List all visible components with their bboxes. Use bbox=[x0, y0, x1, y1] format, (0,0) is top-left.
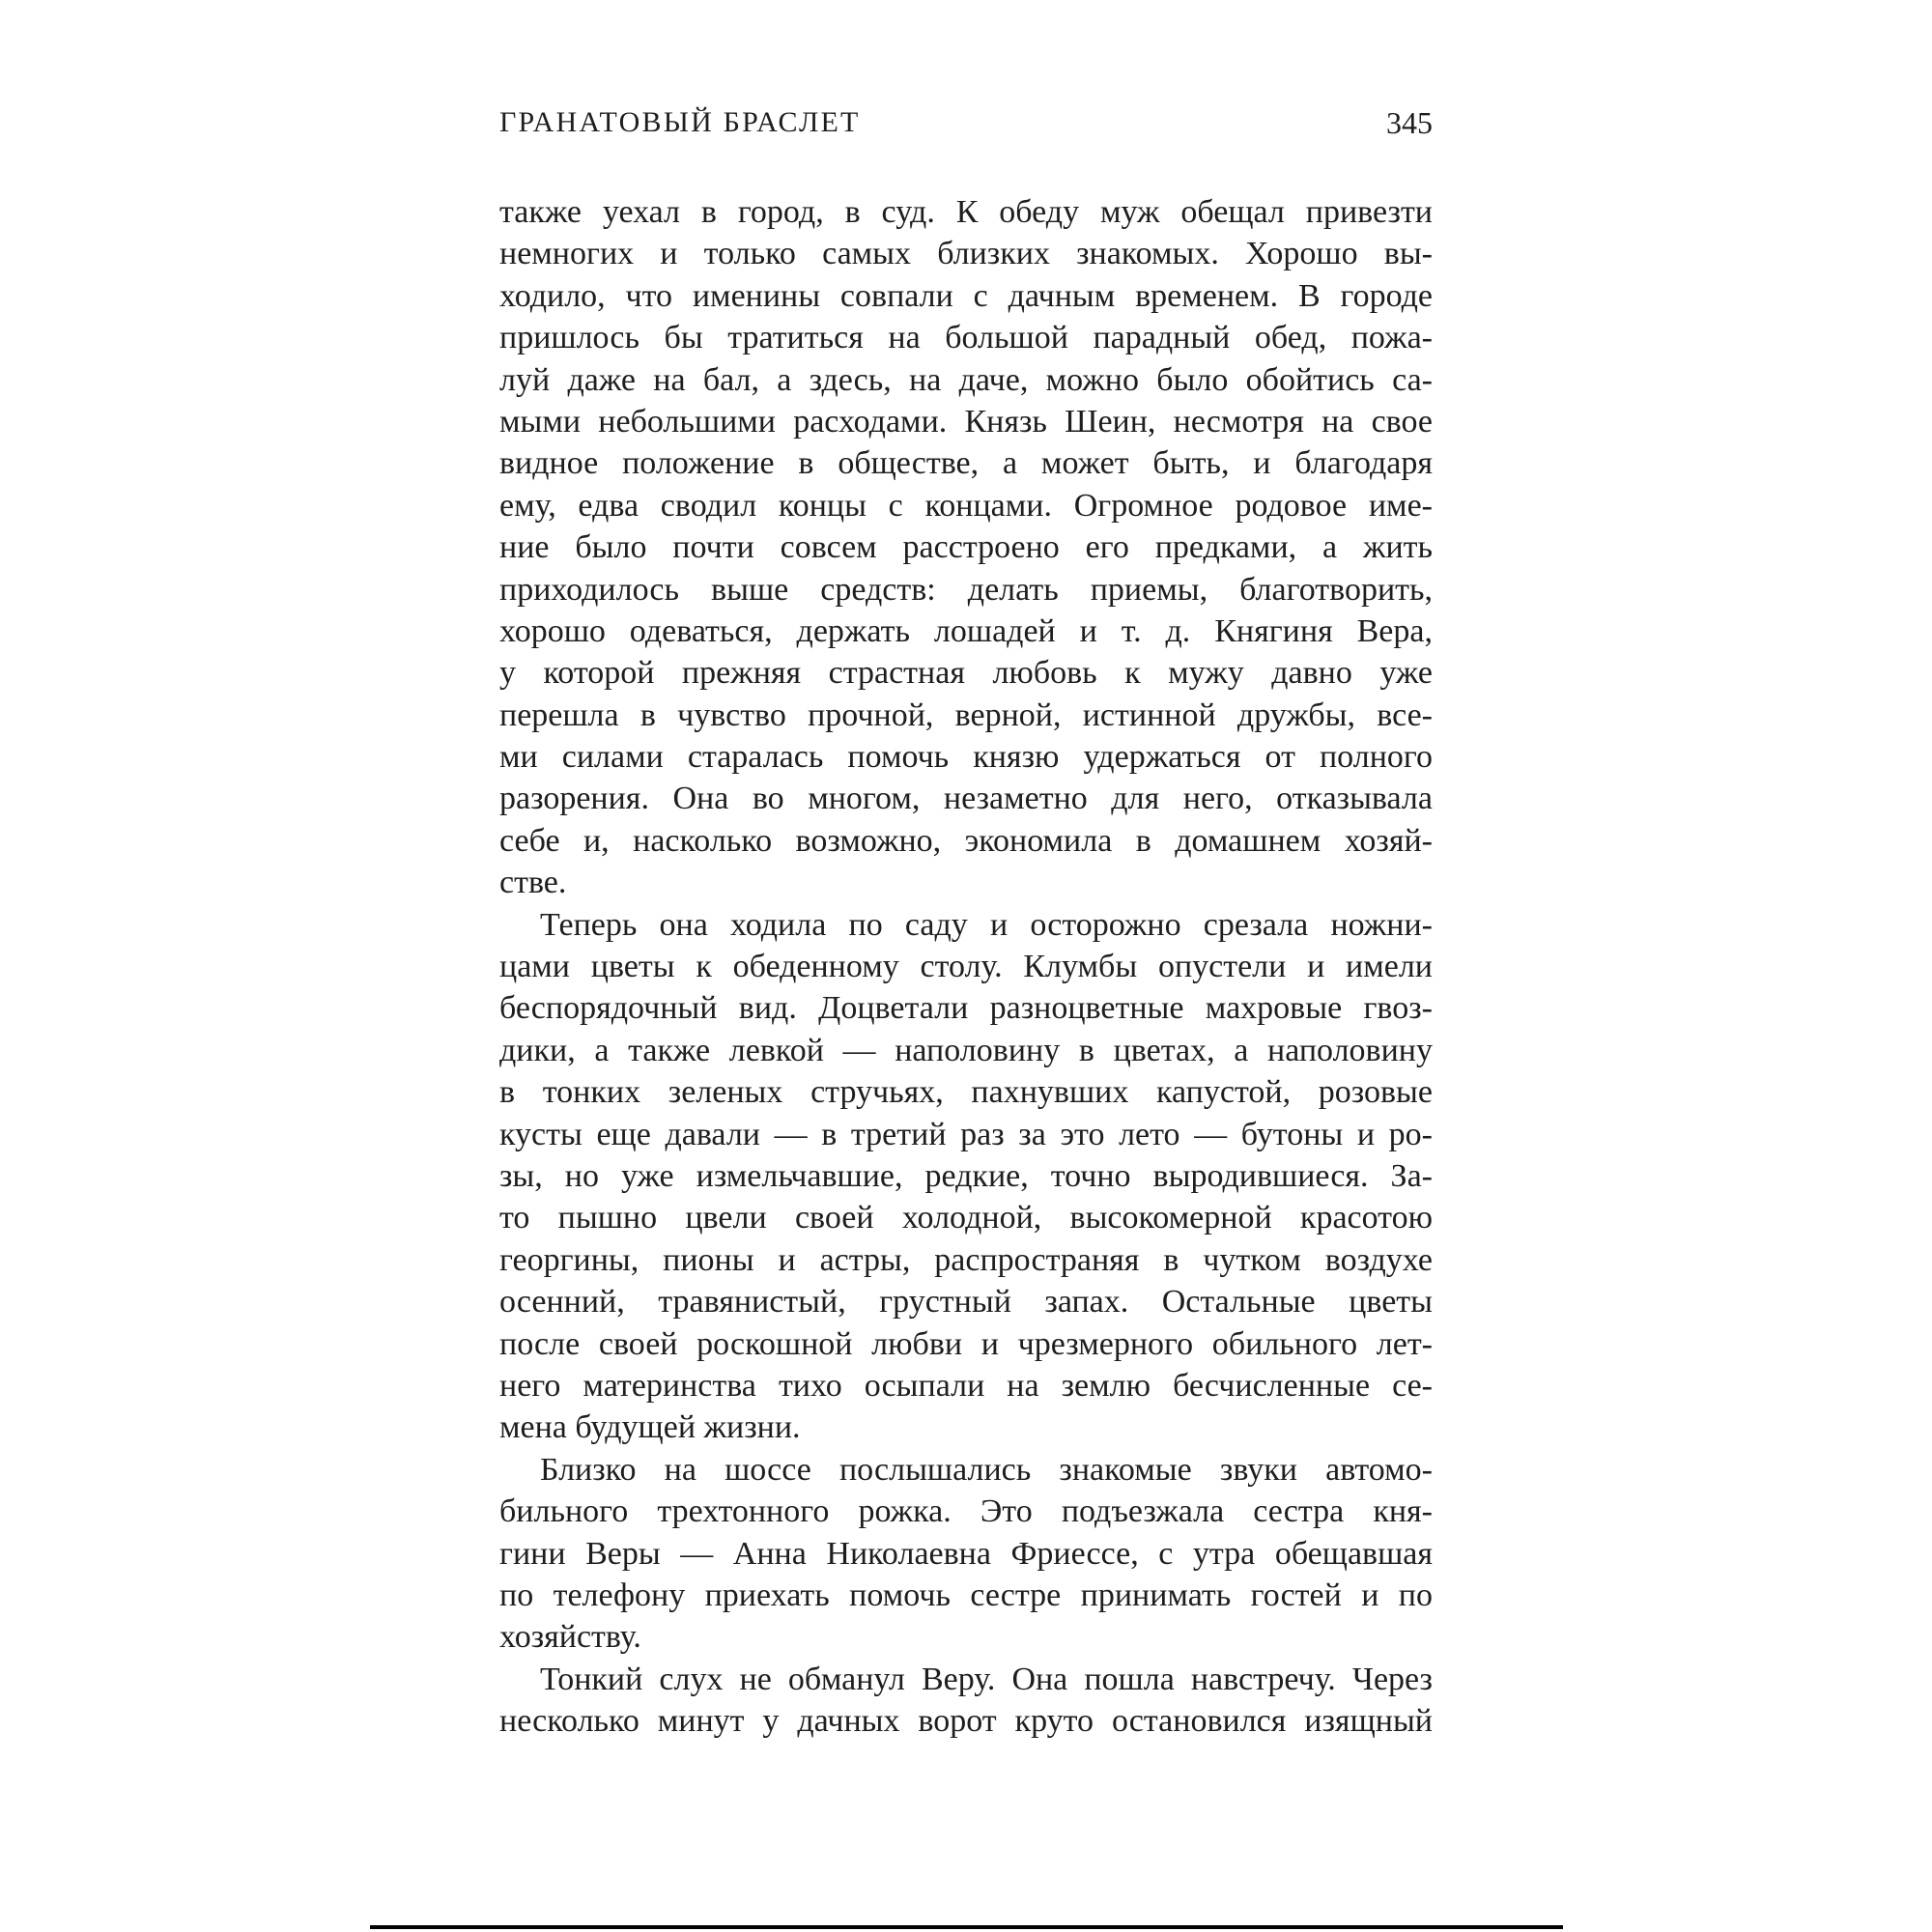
text-line: зы, но уже измельчавшие, редкие, точно выродившиеся. За- bbox=[499, 1157, 1433, 1194]
text-line: перешла в чувство прочной, верной, истинной дружбы, все- bbox=[499, 696, 1433, 733]
text-line: немногих и только самых близких знакомых. Хорошо вы- bbox=[499, 236, 1433, 272]
text-line: мена будущей жизни. bbox=[499, 1409, 801, 1446]
text-line: ходило, что именины совпали с дачным временем. В городе bbox=[499, 277, 1433, 314]
body-text bbox=[499, 191, 1433, 1742]
text-line: георгины, пионы и астры, распространяя в чутком воздухе bbox=[499, 1241, 1433, 1278]
text-line: видное положение в обществе, а может быть, и благодаря bbox=[499, 445, 1433, 482]
text-line: беспорядочный вид. Доцветали разноцветные махровые гвоз- bbox=[499, 990, 1433, 1027]
text-line: мыми небольшими расходами. Князь Шеин, несмотря на свое bbox=[499, 403, 1433, 440]
text-line: дики, а также левкой — наполовину в цветах, а наполовину bbox=[499, 1032, 1433, 1068]
text-line: кусты еще давали — в третий раз за это лето — бутоны и ро- bbox=[499, 1116, 1433, 1152]
running-title: ГРАНАТОВЫЙ БРАСЛЕТ bbox=[499, 106, 861, 138]
text-line: то пышно цвели своей холодной, высокомерной красотою bbox=[499, 1200, 1433, 1236]
text-line: пришлось бы тратиться на большой парадный обед, пожа- bbox=[499, 320, 1433, 356]
text-line: ние было почти совсем расстроено его предками, а жить bbox=[499, 529, 1433, 566]
text-line: по телефону приехать помочь сестре принимать гостей и по bbox=[499, 1577, 1433, 1613]
page-number: 345 bbox=[1386, 105, 1433, 140]
text-line: него материнства тихо осыпали на землю бесчисленные се- bbox=[499, 1367, 1433, 1404]
text-line: также уехал в город, в суд. К обеду муж обещал привезти bbox=[499, 194, 1433, 230]
bottom-border-line bbox=[370, 1925, 1563, 1929]
text-line: приходилось выше средств: делать приемы, благотворить, bbox=[499, 571, 1433, 608]
text-line: в тонких зеленых стручьях, пахнувших капустой, розовые bbox=[499, 1074, 1433, 1111]
text-line: ему, едва сводил концы с концами. Огромное родовое име- bbox=[499, 487, 1433, 524]
text-line: бильного трехтонного рожка. Это подъезжала сестра кня- bbox=[499, 1493, 1433, 1530]
text-line: Теперь она ходила по саду и осторожно срезала ножни- bbox=[540, 906, 1433, 943]
text-line: Тонкий слух не обманул Веру. Она пошла навстречу. Через bbox=[540, 1661, 1433, 1697]
text-line: у которой прежняя страстная любовь к мужу давно уже bbox=[499, 655, 1433, 692]
text-line: цами цветы к обеденному столу. Клумбы опустели и имели bbox=[499, 949, 1433, 985]
running-header bbox=[499, 99, 1433, 147]
text-line: себе и, насколько возможно, экономила в домашнем хозяй- bbox=[499, 822, 1433, 859]
text-line: после своей роскошной любви и чрезмерного обильного лет- bbox=[499, 1325, 1433, 1362]
text-line: осенний, травянистый, грустный запах. Остальные цветы bbox=[499, 1284, 1433, 1321]
text-line: хозяйству. bbox=[499, 1619, 641, 1656]
text-line: несколько минут у дачных ворот круто остановился изящный bbox=[499, 1703, 1433, 1740]
text-line: гини Веры — Анна Николаевна Фриессе, с утра обещавшая bbox=[499, 1535, 1433, 1572]
text-line: стве. bbox=[499, 865, 567, 901]
text-line: луй даже на бал, а здесь, на даче, можно было обойтись са- bbox=[499, 361, 1433, 398]
text-line: Близко на шоссе послышались знакомые звуки автомо- bbox=[540, 1451, 1433, 1488]
text-line: ми силами старалась помочь князю удержаться от полного bbox=[499, 739, 1433, 776]
text-line: разорения. Она во многом, незаметно для него, отказывала bbox=[499, 781, 1433, 817]
text-line: хорошо одеваться, держать лошадей и т. д. Княгиня Вера, bbox=[499, 612, 1433, 649]
